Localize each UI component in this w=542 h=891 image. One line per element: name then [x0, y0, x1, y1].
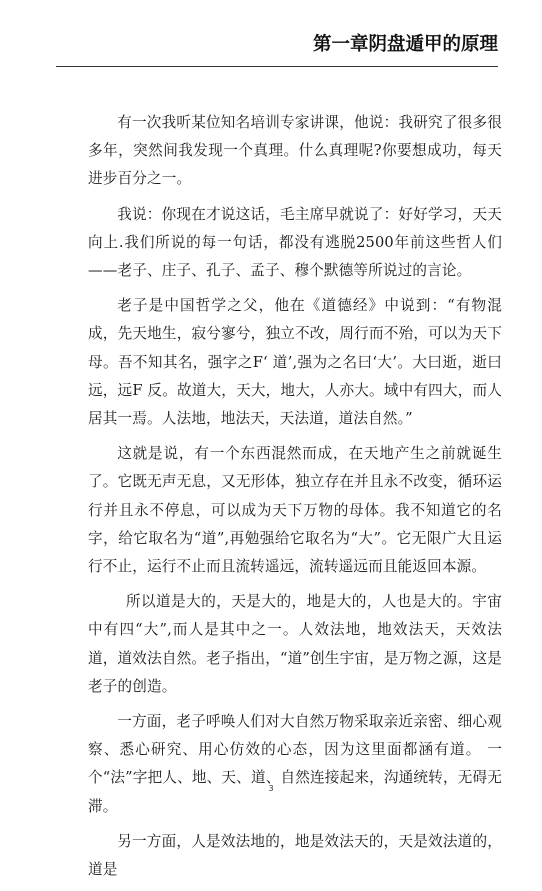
- paragraph: 有一次我听某位知名培训专家讲课，他说：我研究了很多很多年，突然间我发现一个真理。什么真理呢?你要想成功，每天进步百分之一。: [88, 114, 502, 188]
- page-header: [56, 20, 498, 67]
- chapter-title: 第一章阴盘遁甲的原理: [312, 34, 498, 55]
- paragraph: 我说：你现在才说这话，毛主席早就说了：好好学习，天天向上.我们所说的每一句话，都没有逃脱2500年前这些哲人们——老子、庄子、孔子、孟子、穆个默德等所说过的言论。: [88, 205, 502, 280]
- paragraph: 另一方面，人是效法地的，地是效法天的，天是效法道的，道是: [88, 832, 502, 879]
- paragraph: 一方面，老子呼唤人们对大自然万物采取亲近亲密、细心观察、悉心研究、用心仿效的心态，因为这里面都涵有道。 一个“法”字把人、地、天、道、自然连接起来，沟通统转，无碍无滞。: [88, 713, 502, 815]
- paragraph: 老子是中国哲学之父，他在《道德经》中说到：“有物混成，先天地生，寂兮寥兮，独立不改，周行而不殆，可以为天下母。吾不知其名，强字之F‘ 道’,强为之名曰‘大’。大曰逝，逝曰远，远F 反。故道大，天大，地大，人亦大。域中有四大，而人居其一焉。人法地，地法天，天法道，道法自然。”: [88, 297, 502, 428]
- page-number: 3: [268, 784, 274, 793]
- paragraph: 这就是说，有一个东西混然而成，在天地产生之前就诞生了。它既无声无息，又无形体，独立存在并且永不改变，循环运行并且永不停息，可以成为天下万物的母体。我不知道它的名字，给它取名为“道”,再勉强给它取名为“大”。它无限广大且运行不止，运行不止而且流转遥远，流转遥远而且能返回本源。: [88, 445, 502, 576]
- document-body: [88, 109, 502, 891]
- paragraph: 所以道是大的，天是大的，地是大的，人也是大的。宇宙中有四“大”,而人是其中之一。人效法地，地效法天，天效法道，道效法自然。老子指出，“道”创生宇宙，是万物之源，这是老子的创造。: [88, 593, 502, 695]
